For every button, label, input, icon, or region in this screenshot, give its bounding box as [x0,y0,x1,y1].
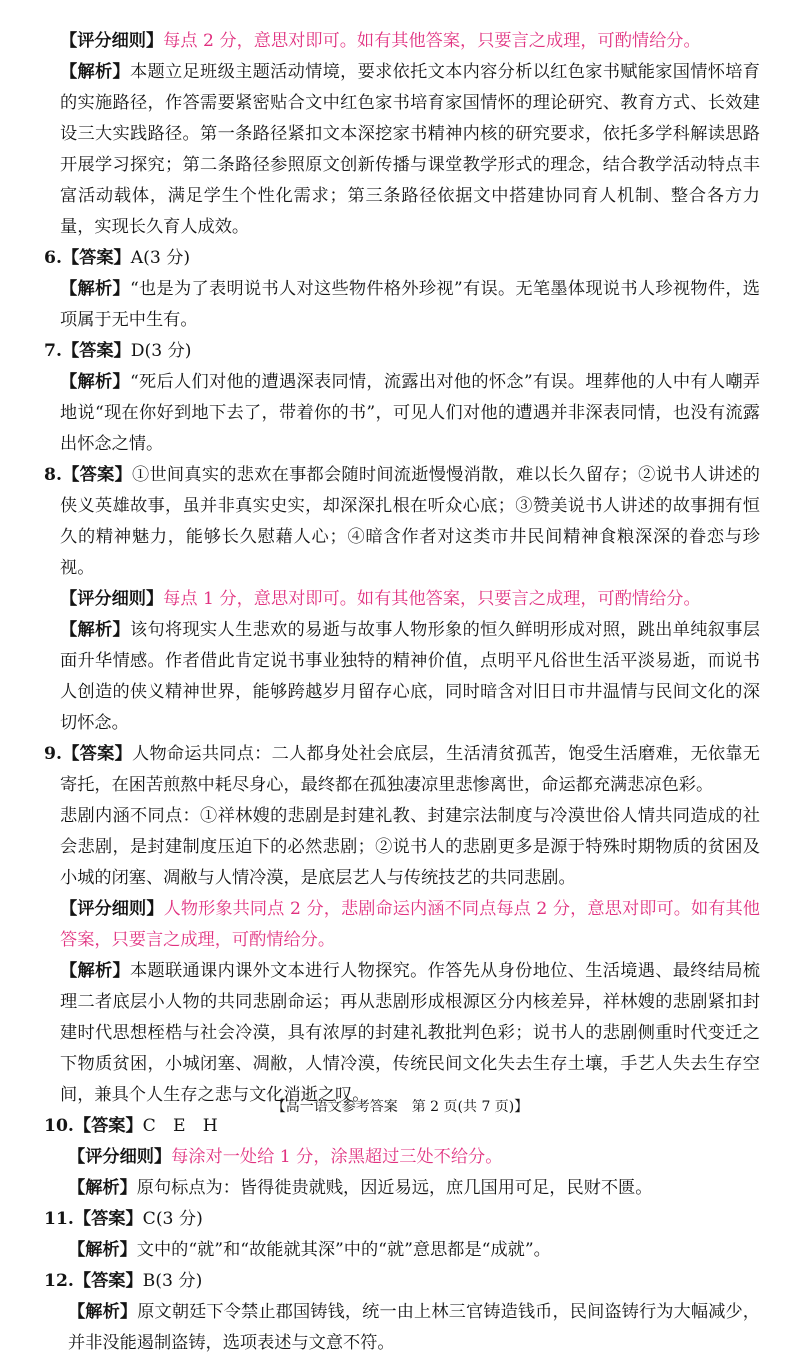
answer-6: 6.【答案】A(3 分) [44,248,191,268]
answer-11: 11.【答案】C(3 分) [44,1209,203,1229]
page-footer: 【高一语文参考答案 第 2 页(共 7 页)】 [271,1099,529,1115]
answer-12: 12.【答案】B(3 分) [44,1271,203,1291]
analysis-7: 【解析】“死后人们对他的遭遇深表同情，流露出对他的怀念”有误。埋葬他的人中有人嘲弄地说“现在你好到地下去了，带着你的书”，可见人们对他的遭遇并非深表同情，也没有流露出怀念之情。 [60,372,760,454]
analysis-12: 【解析】原文朝廷下令禁止郡国铸钱，统一由上林三官铸造钱币，民间盗铸行为大幅减少，并非没能遏制盗铸，选项表述与文意不符。 [68,1302,760,1353]
answer-10: 10.【答案】C E H [44,1116,218,1136]
answer-9-continued: 悲剧内涵不同点：①祥林嫂的悲剧是封建礼教、封建宗法制度与冷漠世俗人情共同造成的社会悲剧，是封建制度压迫下的必然悲剧；②说书人的悲剧更多是源于特殊时期物质的贫困及小城的闭塞、凋敝与人情冷漠，是底层艺人与传统技艺的共同悲剧。 [60,806,760,888]
scoring-note-8: 【评分细则】每点 1 分，意思对即可。如有其他答案，只要言之成理，可酌情给分。 [60,589,701,609]
analysis-6: 【解析】“也是为了表明说书人对这些物件格外珍视”有误。无笔墨体现说书人珍视物件，选项属于无中生有。 [60,279,760,330]
analysis-5: 【解析】本题立足班级主题活动情境，要求依托文本内容分析以红色家书赋能家国情怀培育的实施路径，作答需要紧密贴合文中红色家书培育家国情怀的理论研究、教育方式、长效建设三大实践路径。第一条路径紧扣文本深挖家书精神内核的研究要求，依托多学科解读思路开展学习探究；第二条路径参照原文创新传播与课堂教学形式的理念，结合教学活动特点丰富活动载体，满足学生个性化需求；第三条路径依据文中搭建协同育人机制、整合各方力量，实现长久育人成效。 [60,62,760,237]
analysis-11: 【解析】文中的“就”和“故能就其深”中的“就”意思都是“成就”。 [68,1240,551,1260]
scoring-note-10: 【评分细则】每涂对一处给 1 分，涂黑超过三处不给分。 [68,1147,503,1167]
answer-7: 7.【答案】D(3 分) [44,341,192,361]
scoring-note-5: 【评分细则】每点 2 分，意思对即可。如有其他答案，只要言之成理，可酌情给分。 [60,31,701,51]
answer-8: 8.【答案】①世间真实的悲欢在事都会随时间流逝慢慢消散，难以长久留存；②说书人讲述的侠义英雄故事，虽并非真实史实，却深深扎根在听众心底；③赞美说书人讲述的故事拥有恒久的精神魅力，能够长久慰藉人心；④暗含作者对这类市井民间精神食粮深深的眷恋与珍视。 [44,465,760,578]
answer-page [44,26,760,1359]
answer-9: 9.【答案】人物命运共同点：二人都身处社会底层，生活清贫孤苦，饱受生活磨难，无依靠无寄托，在困苦煎熬中耗尽身心，最终都在孤独凄凉里悲惨离世，命运都充满悲凉色彩。 [44,744,760,795]
scoring-note-9: 【评分细则】人物形象共同点 2 分，悲剧命运内涵不同点每点 2 分，意思对即可。如有其他答案，只要言之成理，可酌情给分。 [60,899,760,950]
analysis-8: 【解析】该句将现实人生悲欢的易逝与故事人物形象的恒久鲜明形成对照，跳出单纯叙事层面升华情感。作者借此肯定说书事业独特的精神价值，点明平凡俗世生活平淡易逝，而说书人创造的侠义精神世界，能够跨越岁月留存心底，同时暗含对旧日市井温情与民间文化的深切怀念。 [60,620,760,733]
analysis-9: 【解析】本题联通课内课外文本进行人物探究。作答先从身份地位、生活境遇、最终结局梳理二者底层小人物的共同悲剧命运；再从悲剧形成根源区分内核差异，祥林嫂的悲剧紧扣封建时代思想桎梏与社会冷漠，具有浓厚的封建礼教批判色彩；说书人的悲剧侧重时代变迁之下物质贫困，小城闭塞、凋敝，人情冷漠，传统民间文化失去生存土壤，手艺人失去生存空间，兼具个人生存之悲与文化消逝之叹。 [60,961,760,1105]
analysis-10: 【解析】原句标点为：皆得徙贵就贱，因近易远，庶几国用可足，民财不匮。 [68,1178,653,1198]
